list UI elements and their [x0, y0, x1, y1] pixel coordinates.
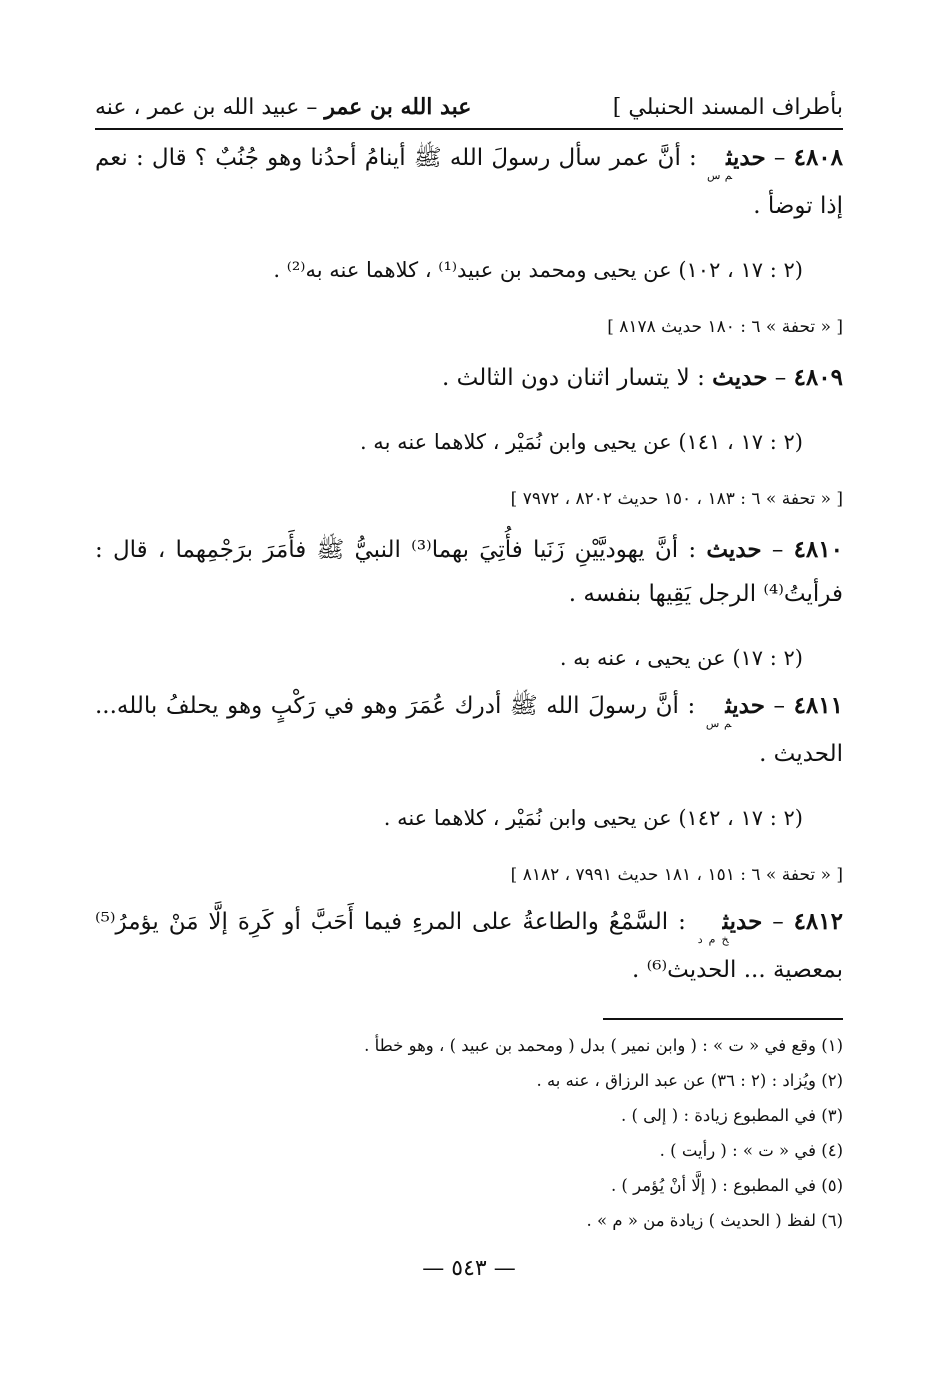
hadith-text: : أنَّ عمر سأل رسولَ الله ﷺ أينامُ أحدُنا وهو جُنُبٌ ؟ قال : نعم إذا توضأ . [95, 145, 843, 219]
hadith-number: ٤٨١٠ [793, 536, 843, 563]
footnote: (٤) في « ت » : ( رأيت ) . [659, 1141, 843, 1160]
dash: – [762, 909, 794, 935]
isnad-reference: (٢ : ١٧) عن يحيى ، عنه به . [559, 646, 803, 670]
header-companion-name: عبد الله بن عمر [324, 94, 472, 120]
tuhfa-reference: [ « تحفة » ٦ : ١٥١ ، ١٨١ حديث ٧٩٩١ ، ٨١٨٢ ] [510, 865, 843, 885]
running-header [95, 80, 843, 130]
hadith-entry [95, 356, 843, 400]
hadith-text: : أنَّ يهوديَّيْنِ زَنَيا فأُتِيَ بهما⁽³⁾ النبيُّ ﷺ فأَمَرَ برَجْمِهما ، قال : فرأيتُ⁽⁴⁾ الرجل يَقِيها بنفسه . [95, 537, 843, 607]
dash: – [764, 693, 794, 719]
footnotes [95, 1028, 843, 1238]
book-page [95, 80, 843, 1281]
hadith-keyword: حديث [725, 692, 765, 719]
tuhfa-reference: [ « تحفة » ٦ : ١٨٣ ، ١٥٠ حديث ٨٢٠٢ ، ٧٩٧٢ ] [510, 489, 843, 509]
hadith-entry [95, 136, 843, 228]
page-number: — ٥٤٣ — [422, 1256, 516, 1281]
hadith-number: ٤٨٠٨ [793, 144, 844, 171]
header-narrator-chain: – عبيد الله بن عمر ، عنه [95, 95, 325, 120]
footnote: (٥) في المطبوع : ( إلَّا أنْ يُؤمر ) . [610, 1176, 843, 1195]
header-section-title [95, 94, 471, 120]
dash: – [767, 365, 794, 391]
dash: – [761, 537, 794, 563]
source-sigla: م س [706, 169, 733, 182]
source-sigla: م س [705, 717, 732, 730]
hadith-keyword: حديث [726, 144, 766, 171]
dash: – [765, 145, 794, 171]
hadith-number: ٤٨١٢ [793, 908, 843, 935]
footnote: (١) وقع في « ت » : ( وابن نمير ) بدل ( ومحمد بن عبيد ) ، وهو خطأ . [364, 1036, 843, 1055]
isnad-reference: (٢ : ١٧ ، ١٤١) عن يحيى وابن نُمَيْر ، كلاهما عنه به . [359, 430, 803, 454]
footnote: (٦) لفظ ( الحديث ) زيادة من « م » . [586, 1211, 843, 1230]
hadith-entry [95, 528, 843, 616]
hadith-keyword: حديث [722, 908, 763, 935]
source-sigla: خ م د [697, 933, 729, 946]
hadith-keyword: حديث [712, 364, 768, 391]
hadith-number: ٤٨٠٩ [793, 364, 843, 391]
header-book-title: بأطراف المسند الحنبلي ] [612, 95, 843, 120]
hadith-text: : السَّمْعُ والطاعةُ على المرءِ فيما أَحَبَّ أو كَرِهَ إلَّا مَنْ يؤمرُ⁽⁵⁾ بمعصية ... الحديث⁽⁶⁾ . [95, 909, 843, 983]
footnote: (٣) في المطبوع زيادة : ( إلى ) . [620, 1106, 843, 1125]
hadith-entry [95, 684, 843, 776]
hadith-text: : لا يتسار اثنان دون الثالث . [442, 365, 713, 391]
hadith-entry [95, 900, 843, 992]
hadith-number: ٤٨١١ [793, 692, 843, 719]
isnad-reference: (٢ : ١٧ ، ١٤٢) عن يحيى وابن نُمَيْر ، كلاهما عنه . [383, 806, 803, 830]
footnote-divider [603, 1018, 843, 1020]
footnote: (٢) ويُزاد : (٢ : ٣٦) عن عبد الرزاق ، عنه به . [536, 1071, 843, 1090]
isnad-reference: (٢ : ١٧ ، ١٠٢) عن يحيى ومحمد بن عبيد⁽¹⁾ ، كلاهما عنه به⁽²⁾ . [273, 258, 803, 282]
hadith-text: : أنَّ رسولَ الله ﷺ أدرك عُمَرَ وهو في رَكْبٍ وهو يحلفُ بالله... الحديث . [95, 693, 843, 767]
hadith-keyword: حديث [706, 536, 762, 563]
tuhfa-reference: [ « تحفة » ٦ : ١٨٠ حديث ٨١٧٨ ] [607, 317, 843, 337]
